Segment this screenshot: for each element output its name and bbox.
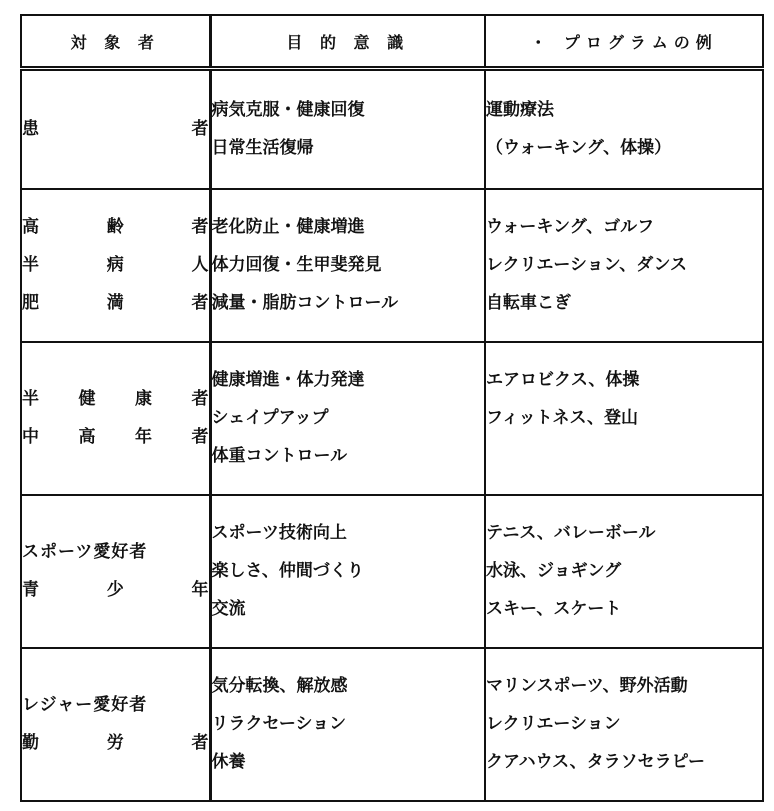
purpose-cell xyxy=(210,648,485,801)
target-line: スポーツ愛好者 xyxy=(22,542,148,562)
purpose-cell xyxy=(210,342,485,495)
program-line: 運動療法 xyxy=(486,100,554,121)
program-line: 自転車こぎ xyxy=(486,293,571,313)
target-cell xyxy=(21,189,210,342)
purpose-line: 体重コントロール xyxy=(211,446,348,466)
purpose-cell xyxy=(210,495,485,648)
program-cell xyxy=(485,189,763,342)
purpose-line: 体力回復・生甲斐発見 xyxy=(211,255,382,275)
purpose-line: シェイプアップ xyxy=(211,408,329,428)
target-line: 勤 労 者 xyxy=(22,733,209,753)
table-row xyxy=(21,342,763,495)
table-row xyxy=(21,495,763,648)
target-line: レジャー愛好者 xyxy=(22,695,148,715)
target-line: 半 病 人 xyxy=(22,255,209,275)
program-line: （ウォーキング、体操） xyxy=(486,138,672,159)
target-line: 半 健 康 者 xyxy=(22,389,209,409)
target-cell xyxy=(21,495,210,648)
program-cell xyxy=(485,69,763,189)
purpose-line: 休養 xyxy=(211,752,246,772)
purpose-line: スポーツ技術向上 xyxy=(211,523,347,543)
table-row xyxy=(21,189,763,342)
purpose-line: 楽しさ、仲間づくり xyxy=(211,561,364,581)
header-row xyxy=(21,15,763,69)
target-cell xyxy=(21,342,210,495)
purpose-cell xyxy=(210,69,485,189)
purpose-line: 老化防止・健康増進 xyxy=(211,217,365,237)
purpose-line: リラクセーション xyxy=(211,714,347,734)
program-line: マリンスポーツ、野外活動 xyxy=(486,676,688,696)
purpose-line: 交流 xyxy=(211,599,246,619)
program-line: テニス、バレーボール xyxy=(486,523,656,543)
purpose-cell xyxy=(210,189,485,342)
target-line: 高 齢 者 xyxy=(22,217,209,237)
program-line: 水泳、ジョギング xyxy=(486,561,622,581)
program-line: レクリエーション xyxy=(486,714,621,734)
target-cell xyxy=(21,648,210,801)
program-line: エアロビクス、体操 xyxy=(486,369,640,390)
program-line: ウォーキング、ゴルフ xyxy=(486,217,655,237)
program-cell xyxy=(485,648,763,801)
table-row xyxy=(21,648,763,801)
target-line: 中 高 年 者 xyxy=(22,427,209,447)
target-line: 肥 満 者 xyxy=(22,293,209,313)
program-cell xyxy=(485,342,763,495)
program-line: クアハウス、タラソセラピー xyxy=(486,752,705,772)
target-line: 青 少 年 xyxy=(22,580,209,600)
header-purpose: 目 的 意 識 xyxy=(210,15,485,69)
program-cell xyxy=(485,495,763,648)
table-row xyxy=(21,69,763,189)
purpose-line: 日常生活復帰 xyxy=(211,138,314,159)
purpose-line: 減量・脂肪コントロール xyxy=(211,293,399,313)
program-line: レクリエーション、ダンス xyxy=(486,255,687,275)
purpose-line: 気分転換、解放感 xyxy=(211,676,348,696)
header-program: ・ プログラムの例 xyxy=(485,15,763,69)
program-line: フィットネス、登山 xyxy=(486,407,638,428)
purpose-line: 病気克服・健康回復 xyxy=(211,100,365,121)
target-line: 患 者 xyxy=(22,119,209,140)
purpose-line: 健康増進・体力発達 xyxy=(211,370,365,390)
target-cell xyxy=(21,69,210,189)
header-target: 対 象 者 xyxy=(21,15,210,69)
program-line: スキー、スケート xyxy=(486,599,622,619)
program-table xyxy=(20,14,764,802)
